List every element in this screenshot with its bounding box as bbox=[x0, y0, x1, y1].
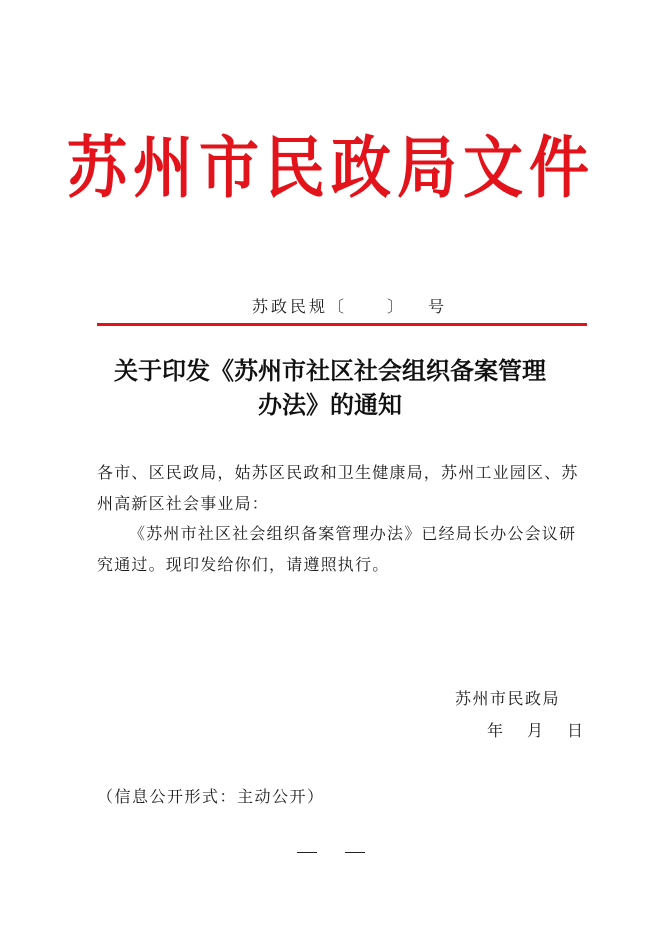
issuer-signature: 苏州市民政局 bbox=[455, 689, 561, 708]
document-number bbox=[252, 294, 447, 317]
notice-title bbox=[80, 354, 580, 422]
red-separator-line bbox=[97, 323, 587, 326]
page-footer bbox=[0, 842, 662, 861]
issue-date bbox=[487, 718, 583, 741]
date-month-label: 月 bbox=[527, 721, 544, 740]
date-day-label: 日 bbox=[567, 721, 584, 740]
document-number-bracket-close: 〕 bbox=[387, 297, 407, 316]
addressee: 各市、区民政局，姑苏区民政和卫生健康局，苏州工业园区、苏州高新区社会事业局： bbox=[97, 463, 579, 513]
document-number-suffix: 号 bbox=[428, 297, 448, 316]
notice-title-line-2: 办法》的通知 bbox=[258, 390, 402, 419]
date-year-label: 年 bbox=[487, 721, 504, 740]
footer-dash-right bbox=[345, 852, 365, 853]
footer-dash-left bbox=[297, 852, 317, 853]
document-number-bracket-open: 〔 bbox=[328, 297, 348, 316]
document-number-prefix: 苏政民规 bbox=[252, 297, 329, 316]
notice-title-line-1: 关于印发《苏州市社区社会组织备案管理 bbox=[114, 356, 546, 385]
disclosure-note: （信息公开形式：主动公开） bbox=[97, 787, 325, 806]
body-paragraph: 《苏州市社区社会组织备案管理办法》已经局长办公会议研究通过。现印发给你们，请遵照执行。 bbox=[97, 524, 577, 574]
red-header-title: 苏州市民政局文件 bbox=[67, 129, 595, 208]
